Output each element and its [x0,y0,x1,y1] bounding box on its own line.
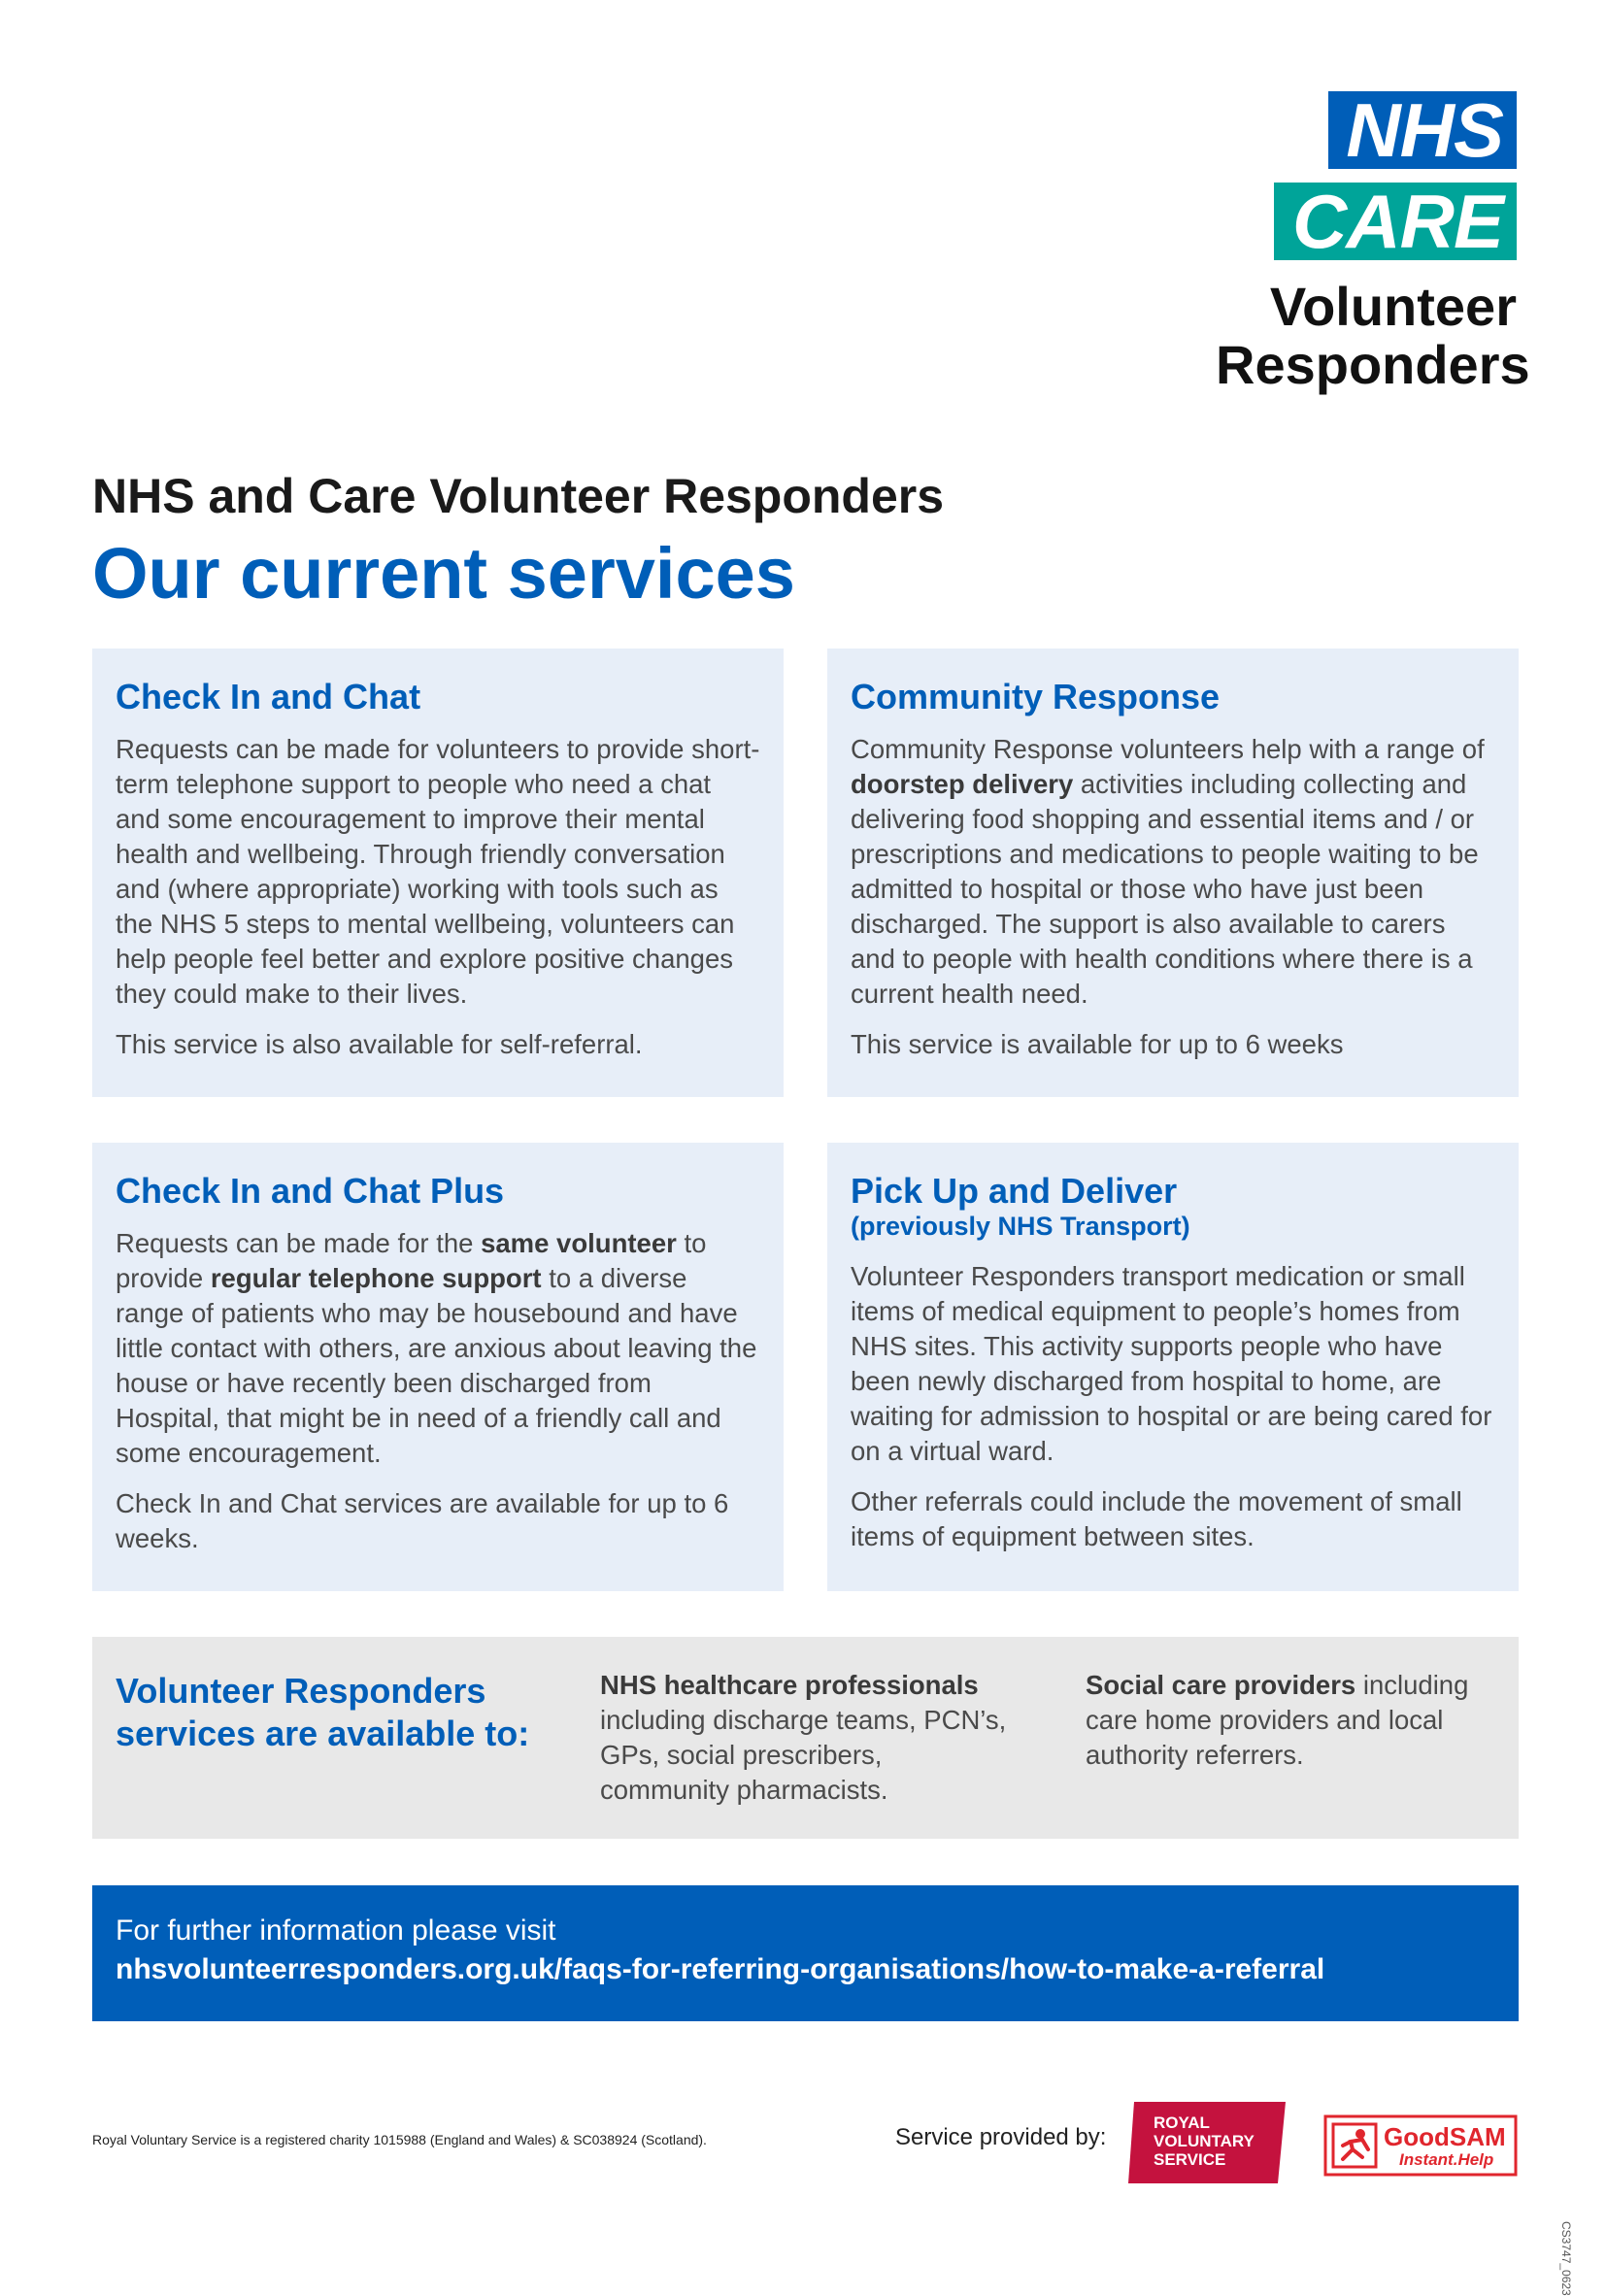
goodsam-runner-icon-head [1355,2129,1365,2139]
rvs-logo-line1: ROYAL [1154,2113,1210,2132]
card-note: This service is also available for self-referral. [116,1029,643,1059]
availability-social-care-providers [1086,1668,1493,1773]
service-provided-by-label: Service provided by: [895,2124,1107,2150]
card-title: Check In and Chat Plus [116,1171,505,1211]
text-run: to a diverse range of patients who may be housebound and have little contact with others, are anxious about leaving the house or have recently been discharged from Hospital, that might be in need of a friendly call and some encouragement. [116,1263,757,1468]
card-note: This service is available for up to 6 weeks [851,1029,1344,1059]
rvs-logo-line3: SERVICE [1154,2150,1226,2169]
goodsam-name: GoodSAM [1384,2122,1506,2151]
referral-link[interactable]: nhsvolunteerresponders.org.uk/faqs-for-referring-organisations/how-to-make-a-referral [116,1953,1325,1985]
logo-line-responders: Responders [1216,334,1530,395]
text-run: to provide [116,1228,707,1293]
service-card-community-response [827,649,1519,1097]
text-run: Community Response volunteers help with a range of [851,734,1485,764]
document-code: CS3747_0623 [1559,2221,1573,2296]
availability-panel [92,1637,1519,1839]
text-run: including care home providers and local authority referrers. [1086,1670,1469,1770]
availability-nhs-professionals [600,1668,1008,1808]
card-note: Check In and Chat services are available for up to 6 weeks. [116,1488,729,1553]
text-bold: doorstep delivery [851,769,1074,799]
logo-nhs-box: NHS [1328,91,1517,169]
text-run: including discharge teams, PCN’s, GPs, social prescribers, community pharmacists. [600,1705,1007,1805]
text-run: activities including collecting and delivering food shopping and essential items and / or prescriptions and medications to people waiting to be admitted to hospital or those who have just been discharged. The support is also available to carers and to people with health conditions where there is a current health need. [851,769,1479,1009]
logo-volunteer-responders [1216,276,1530,395]
logo-care-box: CARE [1274,183,1517,260]
card-title: Community Response [851,677,1221,716]
service-card-check-in-and-chat-plus [92,1143,784,1591]
goodsam-logo [1323,2114,1518,2177]
text-bold: Social care providers [1086,1670,1356,1700]
info-text: For further information please visit [116,1914,556,1947]
service-card-pick-up-and-deliver [827,1143,1519,1591]
card-subtitle: (previously NHS Transport) [851,1212,1190,1241]
text-bold: regular telephone support [210,1263,542,1293]
text-bold: NHS healthcare professionals [600,1670,979,1700]
further-info-banner [92,1885,1519,2021]
text-bold: same volunteer [481,1228,677,1258]
rvs-logo-line2: VOLUNTARY [1154,2132,1255,2150]
text-run: Requests can be made for the [116,1228,482,1258]
card-title: Pick Up and Deliver [851,1171,1178,1211]
nhs-care-logo [1216,87,1530,395]
charity-statement: Royal Voluntary Service is a registered charity 1015988 (England and Wales) & SC038924 (Scotland). [92,2132,707,2147]
page-title: Our current services [92,533,795,614]
card-description [851,732,1495,1012]
card-description: Requests can be made for volunteers to provide short-term telephone support to people who need a chat and some encouragement to improve their mental health and wellbeing. Through friendly conversation and (where appropriate) working with tools such as the NHS 5 steps to mental wellbeing, volunteers can help people feel better and explore positive changes they could make to their lives. [116,734,760,1009]
page-pre-title: NHS and Care Volunteer Responders [92,469,945,523]
card-description [116,1226,760,1471]
goodsam-tagline: Instant.Help [1399,2150,1494,2169]
availability-title: Volunteer Responders services are available to: [116,1671,530,1753]
service-card-check-in-and-chat [92,649,784,1097]
card-description: Volunteer Responders transport medication or small items of medical equipment to people’s homes from NHS sites. This activity supports people who have been newly discharged from hospital to home, are waiting for admission to hospital or are being cared for on a virtual ward. [851,1261,1492,1466]
card-title: Check In and Chat [116,677,421,716]
logo-line-volunteer: Volunteer [1269,276,1517,337]
card-note: Other referrals could include the movement of small items of equipment between sites. [851,1486,1462,1551]
royal-voluntary-service-logo [1128,2102,1286,2183]
